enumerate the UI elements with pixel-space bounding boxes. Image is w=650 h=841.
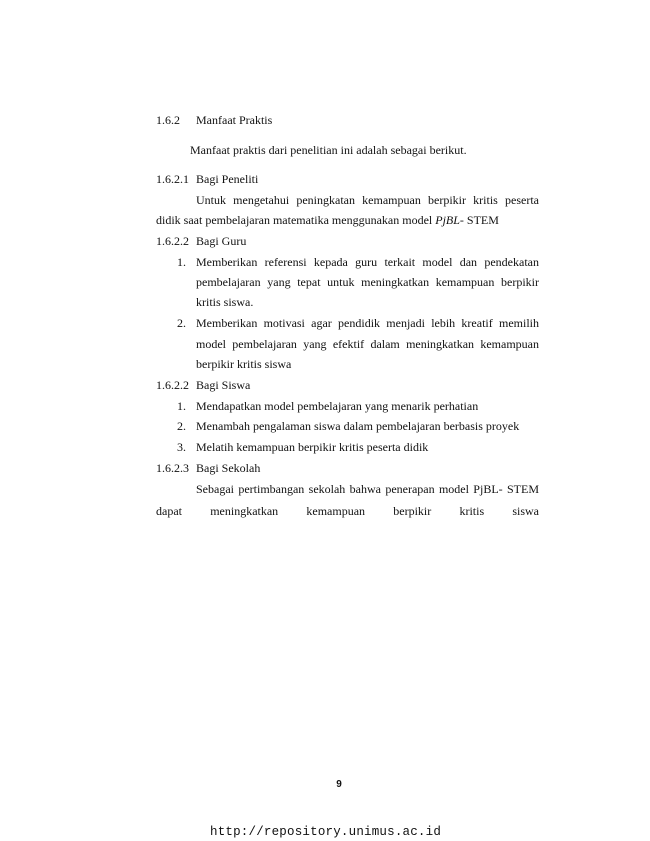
list-item-line: pembelajaran yang tepat untuk meningkatkan kemampuan berpikir	[196, 275, 539, 289]
list-item-line: model pembelajaran yang efektif dalam meningkatkan kemampuan	[196, 337, 539, 351]
paragraph-line	[156, 212, 499, 228]
list-item-text: Mendapatkan model pembelajaran yang menarik perhatian	[196, 399, 479, 413]
intro-paragraph: Manfaat praktis dari penelitian ini adalah sebagai berikut.	[190, 143, 467, 157]
paragraph-line: dapat meningkatkan kemampuan berpikir kritis siswa	[156, 504, 539, 518]
subsection-heading: Bagi Guru	[196, 234, 247, 248]
paragraph-text: - STEM	[459, 213, 499, 227]
subsection-heading: Bagi Peneliti	[196, 172, 259, 186]
section-heading: Manfaat Praktis	[196, 113, 273, 127]
list-item-line: berpikir kritis siswa	[196, 357, 292, 371]
paragraph-line: Sebagai pertimbangan sekolah bahwa penerapan model PjBL- STEM	[196, 482, 539, 496]
page-number: 9	[336, 779, 342, 790]
subsection-number: 1.6.2.2	[156, 378, 189, 392]
list-item-line: Memberikan referensi kepada guru terkait model dan pendekatan	[196, 255, 539, 269]
subsection-heading: Bagi Siswa	[196, 378, 251, 392]
subsection-number: 1.6.2.1	[156, 172, 189, 186]
paragraph-line: Untuk mengetahui peningkatan kemampuan berpikir kritis peserta	[196, 193, 539, 207]
list-item-line: kritis siswa.	[196, 295, 254, 309]
list-item-number: 1.	[177, 399, 186, 413]
footer-url[interactable]: http://repository.unimus.ac.id	[210, 825, 442, 839]
paragraph-text: didik saat pembelajaran matematika menggunakan model	[156, 213, 436, 227]
list-item-number: 2.	[177, 419, 186, 433]
subsection-heading: Bagi Sekolah	[196, 461, 261, 475]
section-number: 1.6.2	[156, 113, 180, 127]
list-item-text: Menambah pengalaman siswa dalam pembelajaran berbasis proyek	[196, 419, 520, 433]
subsection-number: 1.6.2.2	[156, 234, 189, 248]
subsection-number: 1.6.2.3	[156, 461, 189, 475]
list-item-line: Memberikan motivasi agar pendidik menjadi lebih kreatif memilih	[196, 316, 539, 330]
list-item-number: 3.	[177, 440, 186, 454]
list-item-number: 2.	[177, 316, 186, 330]
list-item-text: Melatih kemampuan berpikir kritis peserta didik	[196, 440, 429, 454]
list-item-number: 1.	[177, 255, 186, 269]
model-name-italic: PjBL	[435, 213, 460, 227]
